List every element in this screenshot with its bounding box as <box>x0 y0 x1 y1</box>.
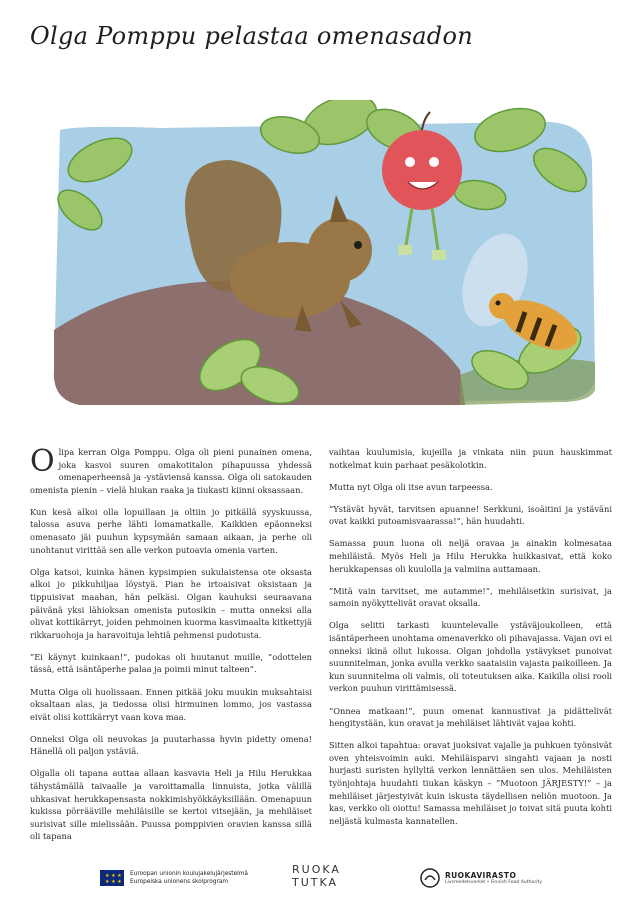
ruoka-line-1: RUOKA <box>292 863 341 876</box>
story-title: Olga Pomppu pelastaa omenasadon <box>30 22 473 50</box>
paragraph: Mutta nyt Olga oli itse avun tarpeessa. <box>329 481 493 492</box>
ruokavirasto-emblem-icon <box>420 868 440 888</box>
paragraph: ”Mitä vain tarvitset, me autamme!”, mehiläisetkin surisivat, ja samoin nyökyttelivät oravat oksalla. <box>329 585 612 609</box>
paragraph <box>30 446 312 496</box>
left-column <box>30 446 312 853</box>
ruoka-line-2: TUTKA <box>292 876 339 889</box>
paragraph: ”Ystävät hyvät, tarvitsen apuanne! Serkkuni, isoäitini ja ystäväni ovat kaikki putoamisvaarassa!”, hän huudahti. <box>329 503 612 527</box>
paragraph: vaihtaa kuulumisia, kujeilla ja vinkata niin puun hauskimmat notkelmat kuin parhaat pesäkolotkin. <box>329 447 612 470</box>
ruokavirasto-logo <box>420 868 542 888</box>
eu-line-1: Euroopan unionin koulujakelujärjestelmä <box>130 871 248 877</box>
paragraph: Olga katsoi, kuinka hänen kypsimpien sukulaistensa ote oksasta alkoi jo pikkuhiljaa löystyä. Pian he irtoaisivat oksistaan ja tippuisivat maahan, hän pelkäsi. Olgan kauhuksi seuraavana päivänä yksi lähioksan omenista putosikin – mutta onneksi alla olivat kottikärryt, joiden pehmoinen kuorma kasvimaalta kitkettyjä rikkaruohoja ja haravoituja lehtiä pehmensi pudotusta. <box>30 566 312 640</box>
paragraph: Kun kesä alkoi olla lopuillaan ja oltiin jo pitkällä syyskuussa, talossa asuva perhe lähti lomamatkalle. Kaikkien epäonneksi omenasato jäi puuhun kypsymään samaan aikaan, ja perhe oli unohtanut virittää sen alle verkon putoavia omenia varten. <box>30 506 312 555</box>
eu-flag-icon: ★ ★ ★ ★ ★ ★ <box>100 870 124 886</box>
ruokavirasto-name: RUOKAVIRASTO <box>445 871 517 880</box>
eu-logo <box>100 870 248 886</box>
eu-logo-text <box>130 870 248 886</box>
story-illustration <box>40 100 605 420</box>
paragraph: Onneksi Olga oli neuvokas ja puutarhassa hyvin pidetty omena! Hänellä oli paljon ystäviä. <box>30 733 312 757</box>
paragraph-text: lipa kerran Olga Pomppu. Olga oli pieni punainen omena, joka kasvoi suuren omakotitalon pihapuussa yhdessä omenaperheensä ja -ystäviensä kanssa. Olga oli satokauden omenista pienin – vielä hiukan raaka ja tiukasti kiinni oksassaan. <box>30 447 312 495</box>
paragraph: ”Onnea matkaan!”, puun omenat kannustivat ja pidättelivät hengitystään, kun oravat ja mehiläiset lähtivät vajaa kohti. <box>329 705 612 729</box>
ruokavirasto-subtitle: Livsmedelsverket • Finnish Food Authority <box>445 880 543 885</box>
eu-line-2: Europeiska unionens skolprogram <box>130 879 229 885</box>
right-column <box>329 446 612 837</box>
paragraph: Mutta Olga oli huolissaan. Ennen pitkää joku muukin muksahtaisi oksaltaan alas, ja tiedossa olisi hirmuinen lommo, jos vastassa eivät olisi kottikärryt vaan kova maa. <box>30 686 312 722</box>
paragraph: ”Ei käynyt kuinkaan!”, pudokas oli huutanut muille, ”odottelen tässä, että isäntäperhe palaa ja poimii minut talteen”. <box>30 651 312 675</box>
paragraph: Olga selitti tarkasti kuuntelevalle ystäväjoukolleen, että isäntäperheen unohtama omenaverkko oli pihavajassa. Vajan ovi ei onneksi ikinä ollut lukossa. Olgan johdolla ystävykset punoivat suunnitelman, jonka avulla verkko saataisiin vajasta paikoilleen. Ja kun suunnitelma oli valmis, oli toteutuksen aika. Kaikilla olisi rooli verkon puuhun virittämisessä. <box>329 620 612 694</box>
paragraph: Samassa puun luona oli neljä oravaa ja ainakin kolmesataa mehiläistä. Myös Heli ja Hilu Herukka huikkasivat, että koko herukkapensas oli kuulolla ja valmiina auttamaan. <box>329 538 612 574</box>
dropcap-letter: O <box>30 444 55 479</box>
paragraph: Olgalla oli tapana auttaa allaan kasvavia Heli ja Hilu Herukkaa tähystämällä taivaalle ja varoittamalla linnuista, jotka välillä uhkasivat herukkapensasta nokkimishyökkäyksillään. Omenapuun kukissa pörrääville mehiläisille se kertoi vitsejään, ja mehiläiset surisivat sille mielissään. Puussa pomppivien oravien kanssa sillä oli tapana <box>30 768 312 842</box>
ruokatutka-logo <box>292 863 341 889</box>
logo-footer <box>0 858 639 898</box>
paragraph: Sitten alkoi tapahtua: oravat juoksivat vajalle ja puhkuen työnsivät oven yhteisvoimin auki. Mehiläisparvi singahti vajaan ja nosti hurjasti suristen hyllyltä verkon lennättäen sen ulos. Mehiläisten työnjohtaja huudahti tiukan käskyn – ”Muotoon JÄRJESTY!” – ja mehiläiset järjestyivät kuin iskusta täydellisen neliön muotoon. Ja kas, verkko oli oiottu! Samassa mehiläiset jo toivat sitä puuta kohti neljästä kulmasta kannatellen. <box>329 740 612 826</box>
